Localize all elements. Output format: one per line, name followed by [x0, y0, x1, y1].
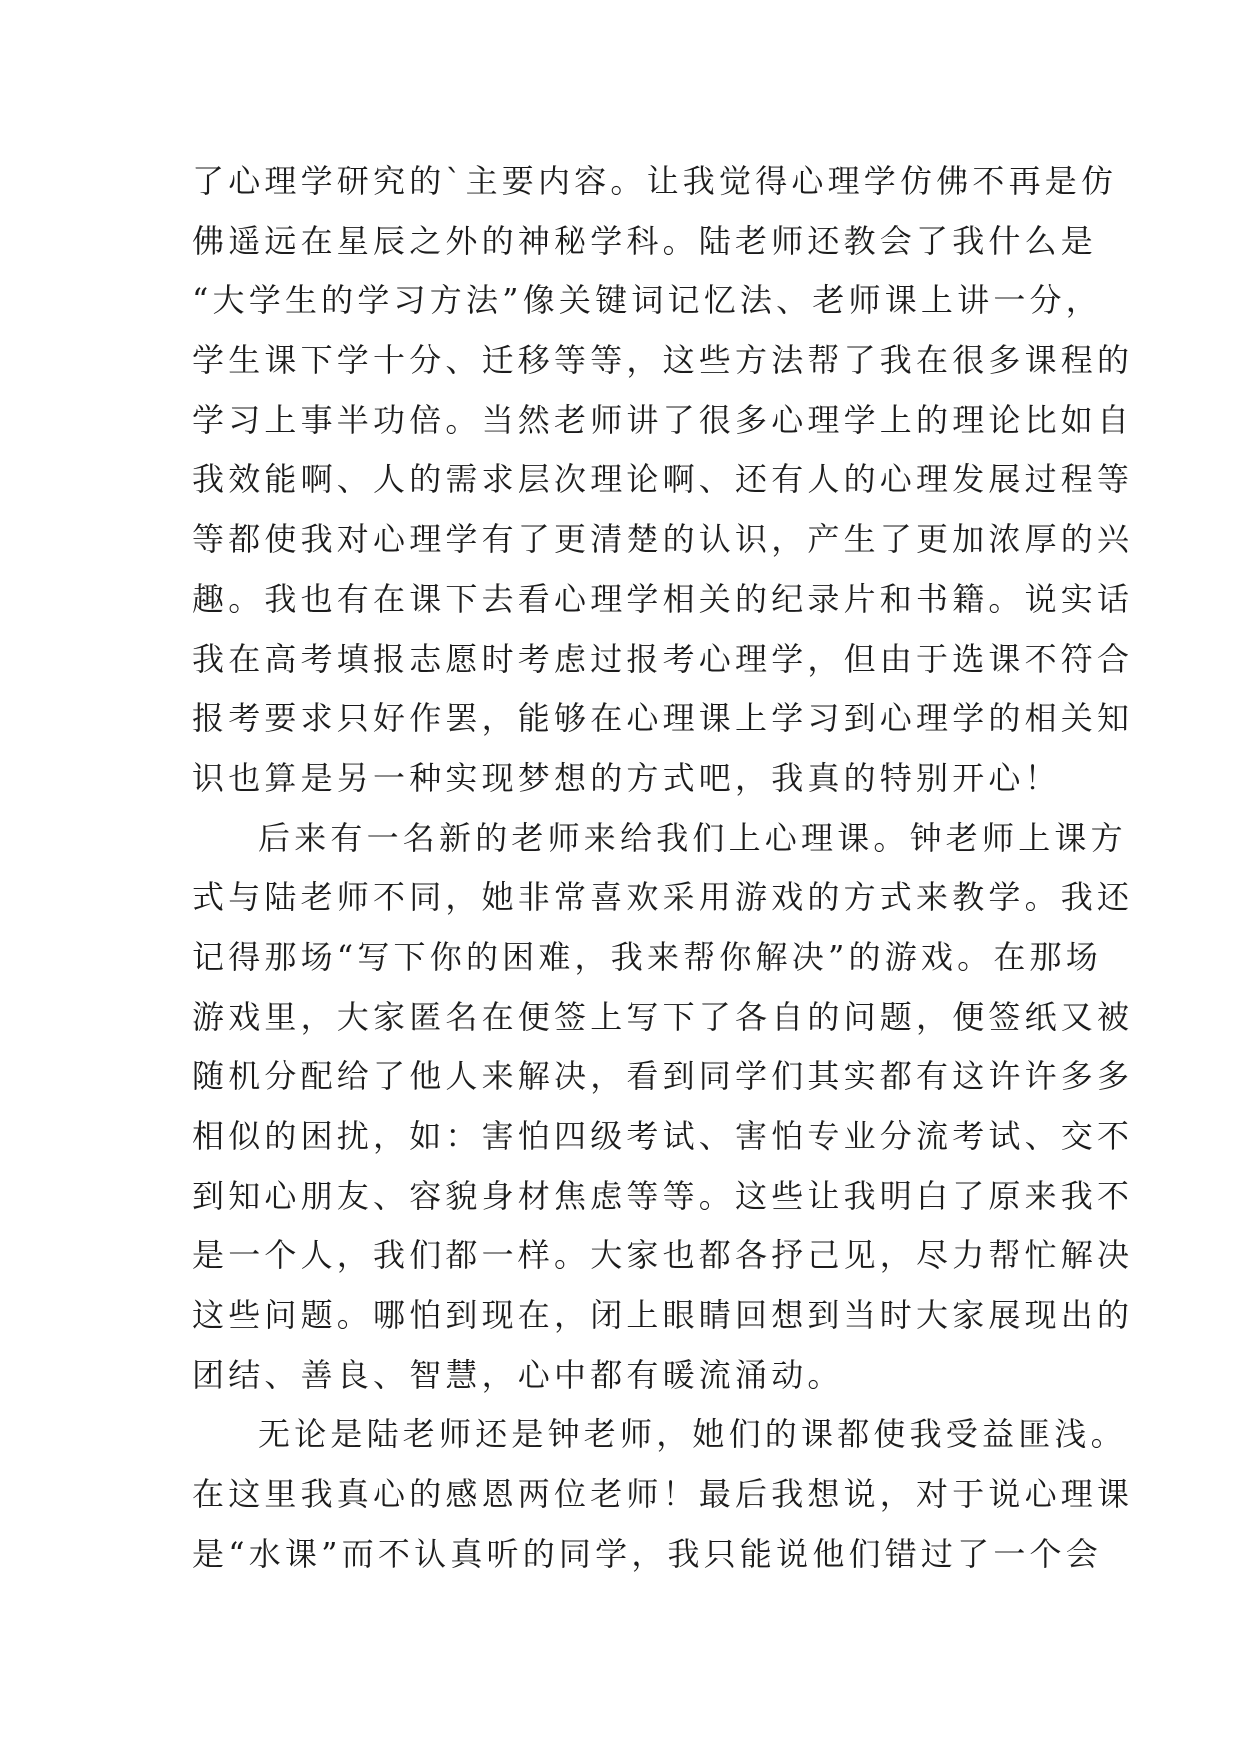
- text-line: “大学生的学习方法”像关键词记忆法、老师课上讲一分，: [192, 281, 1102, 320]
- text-line: 在这里我真心的感恩两位老师！最后我想说，对于说心理课: [192, 1475, 1134, 1514]
- text-line: 我效能啊、人的需求层次理论啊、还有人的心理发展过程等: [192, 460, 1134, 499]
- text-line: 游戏里，大家匿名在便签上写下了各自的问题，便签纸又被: [192, 997, 1134, 1036]
- paragraph-start-line: 后来有一名新的老师来给我们上心理课。钟老师上课方: [258, 818, 1127, 857]
- text-line: 这些问题。哪怕到现在，闭上眼睛回想到当时大家展现出的: [192, 1296, 1134, 1335]
- text-line: 我在高考填报志愿时考虑过报考心理学，但由于选课不符合: [192, 639, 1134, 678]
- text-line: 佛遥远在星辰之外的神秘学科。陆老师还教会了我什么是: [192, 221, 1098, 260]
- text-line: 识也算是另一种实现梦想的方式吧，我真的特别开心！: [192, 758, 1061, 797]
- text-line: 学习上事半功倍。当然老师讲了很多心理学上的理论比如自: [192, 400, 1134, 439]
- text-line: 等都使我对心理学有了更清楚的认识，产生了更加浓厚的兴: [192, 520, 1134, 559]
- text-line: 是一个人，我们都一样。大家也都各抒己见，尽力帮忙解决: [192, 1236, 1134, 1275]
- text-line: 到知心朋友、容貌身材焦虑等等。这些让我明白了原来我不: [192, 1176, 1134, 1215]
- text-line: 学生课下学十分、迁移等等，这些方法帮了我在很多课程的: [192, 341, 1134, 380]
- text-line: 相似的困扰，如：害怕四级考试、害怕专业分流考试、交不: [192, 1117, 1134, 1155]
- text-line: 团结、善良、智慧，心中都有暖流涌动。: [192, 1355, 844, 1394]
- body-text: [192, 152, 1134, 1585]
- text-line: 报考要求只好作罢，能够在心理课上学习到心理学的相关知: [192, 699, 1134, 738]
- text-line: 了心理学研究的`主要内容。让我觉得心理学仿佛不再是仿: [192, 162, 1118, 200]
- text-line: 式与陆老师不同，她非常喜欢采用游戏的方式来教学。我还: [192, 878, 1134, 917]
- text-line: 记得那场“写下你的困难，我来帮你解决”的游戏。在那场: [192, 937, 1102, 976]
- text-line: 随机分配给了他人来解决，看到同学们其实都有这许许多多: [192, 1057, 1134, 1096]
- text-line: 趣。我也有在课下去看心理学相关的纪录片和书籍。说实话: [192, 579, 1134, 618]
- text-line: 是“水课”而不认真听的同学，我只能说他们错过了一个会: [192, 1534, 1102, 1573]
- paragraph-start-line: 无论是陆老师还是钟老师，她们的课都使我受益匪浅。: [258, 1415, 1127, 1454]
